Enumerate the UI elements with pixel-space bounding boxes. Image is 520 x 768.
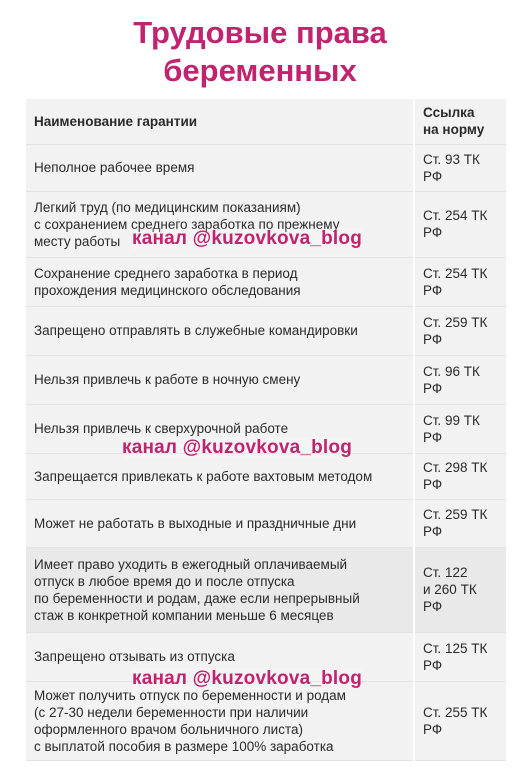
guarantee-line: (с 27-30 недели беременности при наличии <box>34 704 309 720</box>
reference-line: Ст. 122 <box>423 565 468 580</box>
guarantee-line: с выплатой пособия в размере 100% заработка <box>34 738 334 754</box>
title-line-1: Трудовые права <box>133 15 387 50</box>
reference-line: Ст. 259 ТК <box>423 314 488 330</box>
guarantee-line: Может получить отпуск по беременности и родам <box>34 687 346 703</box>
guarantee-line: Запрещено отправлять в служебные командировки <box>34 323 358 338</box>
reference-cell <box>414 191 506 257</box>
header-reference <box>414 99 506 144</box>
reference-cell <box>414 144 506 191</box>
reference-cell <box>414 547 506 632</box>
reference-line: РФ <box>423 429 443 445</box>
guarantee-line: с сохранением среднего заработка по прежнему <box>34 216 340 232</box>
guarantee-line: Неполное рабочее время <box>34 160 195 175</box>
reference-line: РФ <box>423 380 443 396</box>
table-row <box>26 499 506 547</box>
reference-line: РФ <box>423 657 443 673</box>
reference-cell <box>414 681 506 760</box>
reference-line: Ст. 93 ТК <box>423 151 480 167</box>
watermark-1: канал @kuzovkova_blog <box>132 228 363 249</box>
guarantee-line: Имеет право уходить в ежегодный оплачиваемый <box>34 556 348 572</box>
reference-line: Ст. 125 ТК <box>423 640 488 656</box>
table-row <box>26 355 506 404</box>
guarantee-line: Запрещено отзывать из отпуска <box>34 649 235 664</box>
reference-line: РФ <box>423 282 443 298</box>
reference-line: Ст. 259 ТК <box>423 507 488 522</box>
guarantee-cell <box>26 257 414 306</box>
reference-line: Ст. 96 ТК <box>423 363 480 379</box>
reference-cell <box>414 453 506 499</box>
table-row <box>26 547 506 632</box>
reference-cell <box>414 404 506 453</box>
guarantee-line: прохождения медицинского обследования <box>34 282 301 298</box>
reference-line: РФ <box>423 599 443 614</box>
reference-line: РФ <box>423 477 443 492</box>
guarantee-line: Сохранение среднего заработка в период <box>34 265 298 281</box>
guarantee-line: Может не работать в выходные и праздничные дни <box>34 515 357 531</box>
header-guarantee: Наименование гарантии <box>26 99 414 144</box>
reference-cell <box>414 499 506 547</box>
guarantees-table <box>26 99 506 761</box>
reference-line: Ст. 99 ТК <box>423 412 480 428</box>
guarantee-cell <box>26 499 414 547</box>
watermark-2: канал @kuzovkova_blog <box>122 437 353 458</box>
table-row <box>26 144 506 191</box>
guarantee-line: Нельзя привлечь к сверхурочной работе <box>34 421 289 436</box>
reference-cell <box>414 355 506 404</box>
page-title <box>0 14 520 90</box>
table-row <box>26 681 506 760</box>
header-reference-line-2: на норму <box>423 122 485 138</box>
table-row <box>26 306 506 355</box>
guarantee-line: по беременности и родам, даже если непрерывный <box>34 590 360 606</box>
reference-line: РФ <box>423 524 443 539</box>
table-header-row <box>26 99 506 144</box>
guarantee-cell <box>26 453 414 499</box>
guarantee-line: месту работы <box>34 233 121 249</box>
reference-line: Ст. 298 ТК <box>423 460 488 475</box>
reference-line: Ст. 254 ТК <box>423 208 488 223</box>
title-line-2: беременных <box>163 53 357 88</box>
reference-cell <box>414 632 506 681</box>
reference-line: РФ <box>423 225 443 240</box>
guarantee-line: Запрещается привлекать к работе вахтовым методом <box>34 468 373 484</box>
reference-line: Ст. 255 ТК <box>423 704 488 720</box>
reference-cell <box>414 306 506 355</box>
reference-line: РФ <box>423 168 443 184</box>
guarantee-cell <box>26 306 414 355</box>
guarantee-line: Легкий труд (по медицинским показаниям) <box>34 199 301 215</box>
guarantee-line: отпуск в любое время до и после отпуска <box>34 573 295 589</box>
table-row <box>26 257 506 306</box>
reference-line: РФ <box>423 331 443 347</box>
watermark-3: канал @kuzovkova_blog <box>132 668 363 689</box>
guarantee-line: стаж в конкретной компании меньше 6 месяцев <box>34 607 334 623</box>
reference-line: Ст. 254 ТК <box>423 265 488 281</box>
table-row <box>26 453 506 499</box>
header-reference-line-1: Ссылка <box>423 105 475 121</box>
guarantee-line: Нельзя привлечь к работе в ночную смену <box>34 372 301 387</box>
guarantee-line: оформленного врачом больничного листа) <box>34 721 304 737</box>
guarantee-cell <box>26 681 414 760</box>
guarantee-cell <box>26 355 414 404</box>
reference-cell <box>414 257 506 306</box>
reference-line: и 260 ТК <box>423 582 477 597</box>
guarantee-cell <box>26 547 414 632</box>
reference-line: РФ <box>423 721 443 737</box>
guarantee-cell <box>26 144 414 191</box>
